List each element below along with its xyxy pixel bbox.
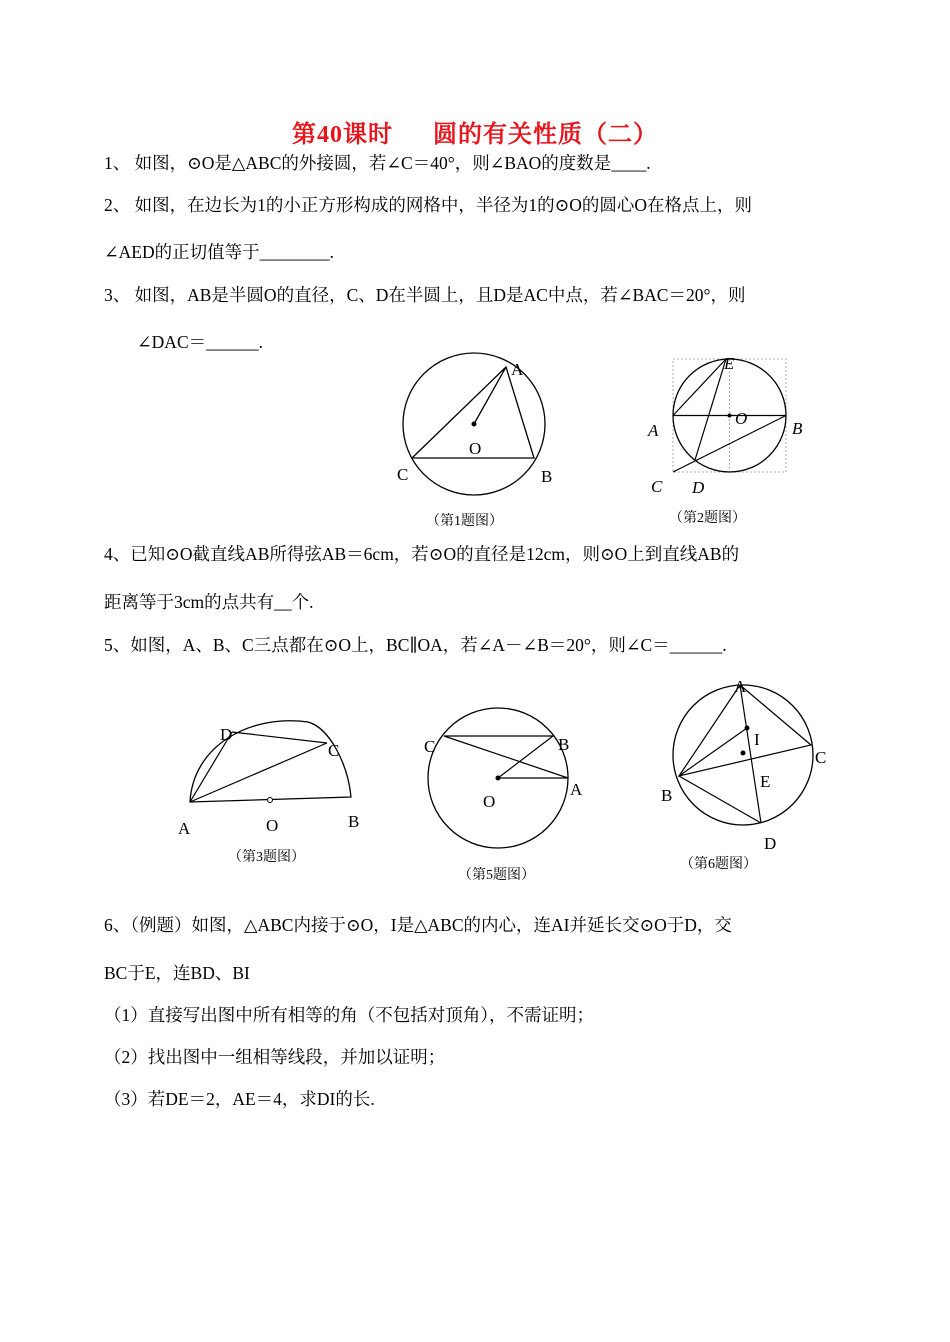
fig6-label-i: I xyxy=(754,730,760,749)
fig1-label-a: A xyxy=(511,360,524,379)
figure-3-caption: （第3题图） xyxy=(228,850,305,865)
figure-3 xyxy=(170,710,370,850)
question-6-part-2: （2）找出图中一组相等线段，并加以证明； xyxy=(104,1047,446,1067)
page-title xyxy=(0,114,950,149)
fig5-path-c-b-o-a xyxy=(444,736,568,778)
fig3-label-c: C xyxy=(328,741,340,760)
figure-5 xyxy=(420,700,600,860)
fig3-label-o: O xyxy=(266,816,279,835)
question-6-line-1: 6、（例题）如图，△ABC内接于⊙O，I是△ABC的内心，连AI并延长交⊙O于D，交 xyxy=(104,915,732,935)
fig6-center-dot xyxy=(741,751,746,756)
fig3-label-a: A xyxy=(178,819,191,838)
fig6-label-d: D xyxy=(764,834,777,853)
figure-2-caption: （第2题图） xyxy=(669,511,746,526)
fig5-label-c: C xyxy=(424,737,436,756)
figure-6 xyxy=(655,670,845,860)
fig6-incenter-dot xyxy=(745,726,750,731)
fig2-label-b: B xyxy=(792,419,803,438)
question-3-line-2: ∠DAC＝______. xyxy=(137,332,263,352)
question-6-part-3: （3）若DE＝2，AE＝4，求DI的长. xyxy=(104,1089,375,1109)
fig1-label-b: B xyxy=(541,467,553,486)
fig6-label-c: C xyxy=(815,748,827,767)
fig3-chord-dc xyxy=(232,732,327,743)
figure-6-caption: （第6题图） xyxy=(680,857,757,872)
figure-1-caption: （第1题图） xyxy=(426,514,503,529)
fig6-label-a: A xyxy=(734,677,747,696)
fig6-label-e: E xyxy=(760,772,771,791)
fig2-label-d: D xyxy=(692,478,705,497)
fig3-label-b: B xyxy=(348,812,360,831)
figure-5-caption: （第5题图） xyxy=(458,868,535,883)
title-lesson: 第40课时 xyxy=(292,122,393,148)
figure-1 xyxy=(395,350,555,510)
question-3-line-1: 3、 如图，AB是半圆O的直径，C、D在半圆上，且D是AC中点，若∠BAC＝20°，则 xyxy=(104,285,746,305)
question-6-part-1: （1）直接写出图中所有相等的角（不包括对顶角），不需证明； xyxy=(104,1005,594,1025)
question-1: 1、 如图，⊙O是△ABC的外接圆，若∠C＝40°，则∠BAO的度数是____. xyxy=(104,153,651,173)
question-4-line-2: 距离等于3cm的点共有__个. xyxy=(104,592,314,612)
question-2-line-2: ∠AED的正切值等于________. xyxy=(104,242,335,262)
fig5-center-dot xyxy=(496,776,501,781)
fig5-label-a: A xyxy=(570,780,583,799)
figure-2 xyxy=(640,350,803,500)
fig6-label-b: B xyxy=(661,786,673,805)
fig1-label-o: O xyxy=(469,439,482,458)
fig2-chord-ed xyxy=(695,359,726,460)
fig2-label-o: O xyxy=(735,409,748,428)
fig1-radius-oa xyxy=(474,367,506,424)
fig3-center xyxy=(268,798,273,803)
title-topic: 圆的有关性质（二） xyxy=(433,122,658,148)
question-4-line-1: 4、已知⊙O截直线AB所得弦AB＝6cm，若⊙O的直径是12cm，则⊙O上到直线AB的 xyxy=(104,544,740,564)
fig5-label-b: B xyxy=(558,735,570,754)
fig6-line-bi xyxy=(679,728,747,776)
question-5: 5、如图，A、B、C三点都在⊙O上，BC∥OA，若∠A－∠B＝20°，则∠C＝______. xyxy=(104,635,727,655)
question-6-line-2: BC于E，连BD、BI xyxy=(104,963,250,983)
fig2-label-a: A xyxy=(648,421,659,440)
fig6-line-bd xyxy=(679,776,761,823)
fig2-label-e: E xyxy=(724,354,735,373)
fig1-label-c: C xyxy=(397,465,409,484)
fig2-label-c: C xyxy=(651,477,663,496)
question-2-line-1: 2、 如图，在边长为1的小正方形构成的网格中，半径为1的⊙O的圆心O在格点上，则 xyxy=(104,195,753,215)
fig5-label-o: O xyxy=(483,792,496,811)
fig2-center-dot xyxy=(728,414,732,418)
fig1-center-dot xyxy=(472,422,477,427)
fig3-label-d: D xyxy=(220,725,233,744)
